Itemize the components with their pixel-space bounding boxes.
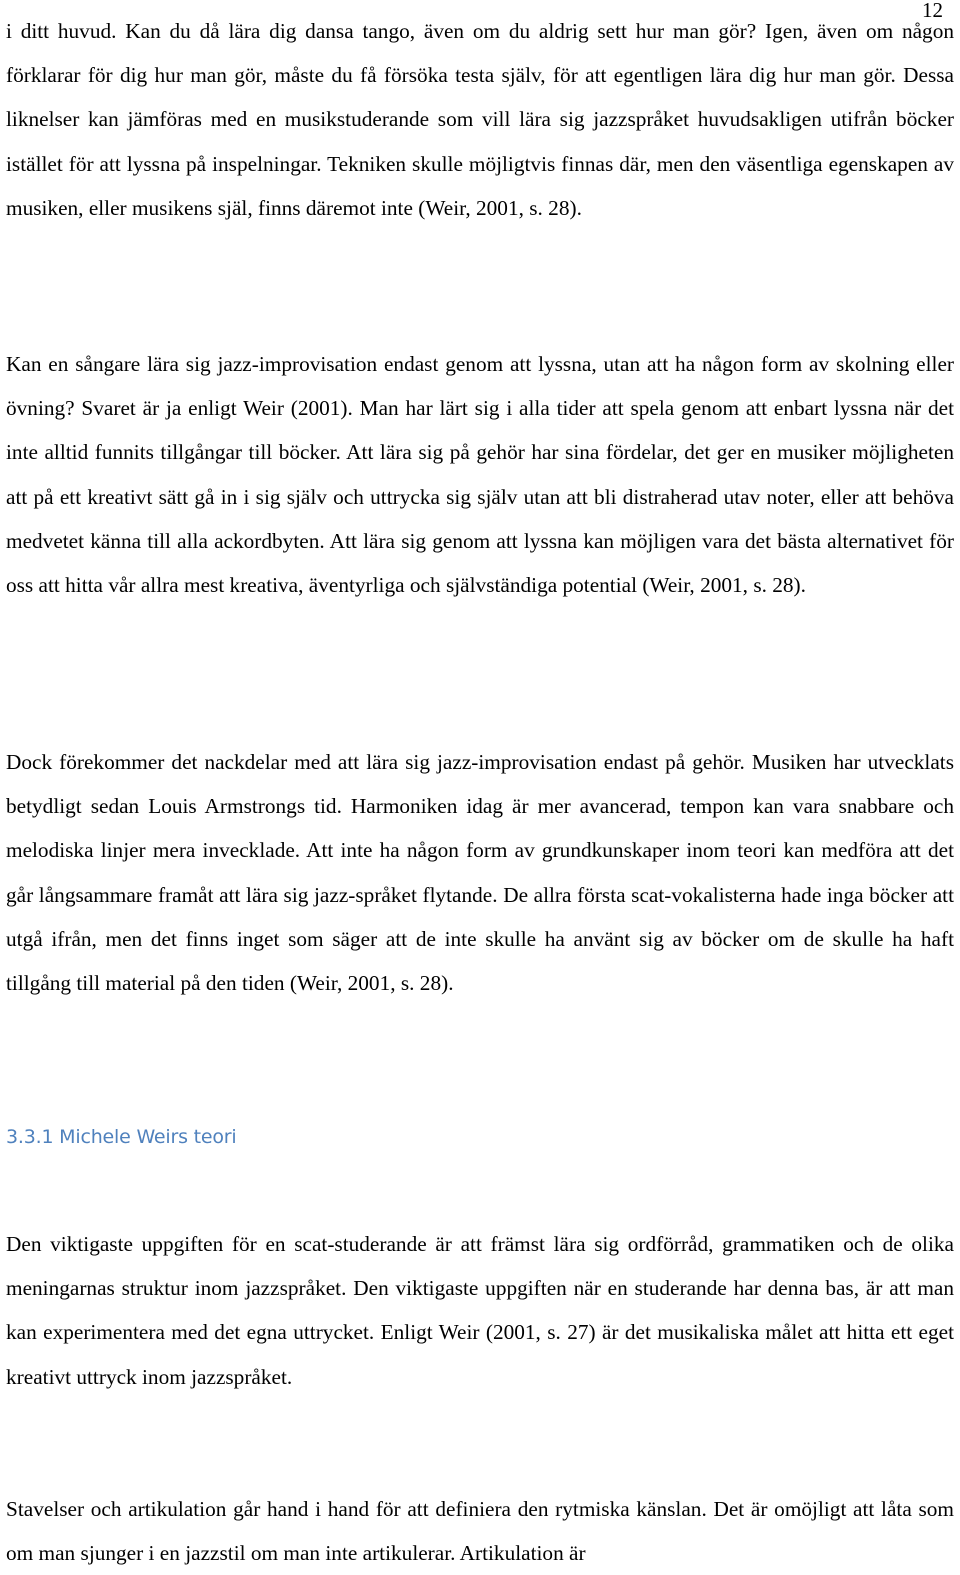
body-paragraph-4: Den viktigaste uppgiften för en scat-studerande är att främst lära sig ordförråd, grammatiken och de olika meningarnas struktur inom jazzspråket. Den viktigaste uppgiften när en studerande har denna bas, är att man kan experimentera med det egna uttrycket. Enligt Weir (2001, s. 27) är det musikaliska målet att hitta ett eget kreativt uttryck inom jazzspråket. — [6, 1232, 954, 1389]
page-number: 12 — [922, 0, 943, 22]
body-paragraph-5: Stavelser och artikulation går hand i hand för att definiera den rytmiska känslan. Det är omöjligt att låta som om man sjunger i en jazzstil om man inte artikulerar. Artikulation är — [6, 1497, 954, 1566]
body-paragraph-1: i ditt huvud. Kan du då lära dig dansa tango, även om du aldrig sett hur man gör? Igen, även om någon förklarar för dig hur man gör, måste du få försöka testa själv, för att egentligen lära dig hur man gör. Dessa liknelser kan jämföras med en musikstuderande som vill lära sig jazzspråket huvudsakligen utifrån böcker istället för att lyssna på inspelningar. Tekniken skulle möjligtvis finnas där, men den väsentliga egenskapen av musiken, eller musikens själ, finns däremot inte (Weir, 2001, s. 28). — [6, 19, 954, 220]
section-heading: 3.3.1 Michele Weirs teori — [6, 1126, 237, 1148]
body-paragraph-3: Dock förekommer det nackdelar med att lära sig jazz-improvisation endast på gehör. Musiken har utvecklats betydligt sedan Louis Armstrongs tid. Harmoniken idag är mer avancerad, tempon kan vara snabbare och melodiska linjer mera invecklade. Att inte ha någon form av grundkunskaper inom teori kan medföra att det går långsammare framåt att lära sig jazz-språket flytande. De allra första scat-vokalisterna hade inga böcker att utgå ifrån, men det finns inget som säger att de inte skulle ha använt sig av böcker om de skulle ha haft tillgång till material på den tiden (Weir, 2001, s. 28). — [6, 750, 954, 996]
body-paragraph-2: Kan en sångare lära sig jazz-improvisation endast genom att lyssna, utan att ha någon form av skolning eller övning? Svaret är ja enligt Weir (2001). Man har lärt sig i alla tider att spela genom att enbart lyssna när det inte alltid funnits tillgångar till böcker. Att lära sig på gehör har sina fördelar, det ger en musiker möjligheten att på ett kreativt sätt gå in i sig själv och uttrycka sig själv utan att bli distraherad utav noter, eller att behöva medvetet känna till alla ackordbyten. Att lära sig genom att lyssna kan möjligen vara det bästa alternativet för oss att hitta vår allra mest kreativa, äventyrliga och självständiga potential (Weir, 2001, s. 28). — [6, 352, 954, 598]
